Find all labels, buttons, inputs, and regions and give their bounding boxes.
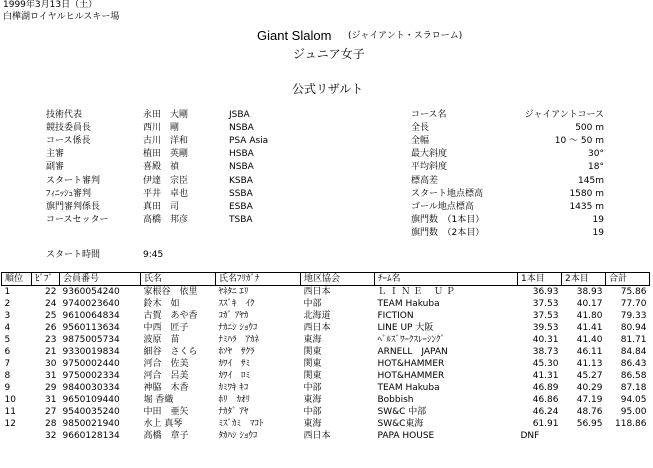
table-cell: ﾅﾐﾊﾗ ｱｶﾈ — [218, 334, 260, 345]
table-cell: 9540035240 — [62, 406, 120, 417]
table-cell: 9750002440 — [62, 358, 120, 369]
official-org: TSBA — [229, 214, 253, 225]
table-cell: 36.93 — [532, 286, 559, 297]
table-cell: 東海 — [303, 418, 322, 429]
official-role: 競技委員長 — [46, 123, 92, 134]
table-cell: 西日本 — [303, 430, 331, 441]
table-cell: TEAM Hakuba — [377, 298, 440, 309]
table-cell: 関東 — [303, 358, 322, 369]
col-region: 地区協会 — [301, 273, 375, 286]
table-cell: 9875005734 — [62, 334, 120, 345]
table-cell: 9610064834 — [62, 310, 120, 321]
course-value: 19 — [592, 227, 604, 238]
table-cell: 81.71 — [620, 334, 647, 345]
course-value: 145m — [578, 175, 604, 186]
course-value: 30° — [588, 149, 604, 160]
table-cell: SW&C東海 — [377, 418, 424, 429]
table-cell: 41.31 — [532, 370, 559, 381]
table-cell: 41.80 — [576, 310, 603, 321]
course-label: スタート地点標高 — [411, 188, 484, 199]
col-run2: 2本目 — [562, 273, 606, 286]
table-cell: 9360054240 — [62, 286, 120, 297]
official-org: NSBA — [229, 162, 254, 173]
table-cell: 40.31 — [532, 334, 559, 345]
table-cell: Bobbish — [377, 394, 414, 405]
course-label: 全長 — [411, 123, 430, 134]
table-row — [2, 394, 650, 406]
table-cell: Ｌ Ｉ Ｎ Ｅ Ｕ Ｐ — [377, 286, 455, 297]
table-cell: 高橋 章子 — [143, 430, 189, 441]
table-cell: 38.73 — [532, 346, 559, 357]
table-cell: 西日本 — [303, 286, 331, 297]
table-cell: ﾎｿﾔ ｻｸﾗ — [218, 346, 255, 357]
official-org: JSBA — [229, 110, 250, 120]
table-cell: ｽｽﾞｷ ｲｸ — [218, 298, 255, 309]
table-cell: 29 — [45, 382, 57, 393]
table-cell: 古賀 あや香 — [143, 310, 198, 321]
table-cell: 9 — [4, 382, 11, 393]
table-cell: 40.17 — [576, 298, 603, 309]
course-label: 旗門数 （2本目） — [411, 227, 485, 238]
table-cell: 32 — [45, 430, 57, 441]
table-row — [2, 334, 650, 346]
table-cell: ｶﾜｲ ｻﾐ — [218, 358, 251, 369]
official-name: 永田 大剛 — [143, 110, 189, 120]
table-cell: 6 — [4, 346, 11, 357]
official-org: SSBA — [229, 188, 253, 199]
col-bib: ﾋﾞﾌﾞ — [32, 273, 60, 286]
table-cell: ﾅｶﾀﾞ ｱﾔ — [218, 406, 249, 417]
official-role: コースセッター — [46, 214, 109, 225]
table-cell: 46.11 — [576, 346, 603, 357]
table-cell: 27 — [45, 406, 57, 417]
table-cell: ﾀｶﾊｼ ｼｮｳｺ — [218, 430, 258, 441]
official-name: 伊達 宗臣 — [143, 175, 189, 186]
table-cell: FICTION — [377, 310, 414, 321]
table-cell: 11 — [4, 406, 16, 417]
table-row — [2, 310, 650, 322]
table-cell: 堀 香織 — [143, 394, 174, 405]
course-label: コース名 — [411, 110, 447, 120]
table-cell: ｶﾜｲ ﾛﾐ — [218, 370, 251, 381]
table-cell: 中部 — [303, 298, 322, 309]
col-team: ﾁｰﾑ名 — [375, 273, 518, 286]
results-title: 公式リザルト — [292, 82, 364, 96]
table-cell: ﾅｶﾆｼ ｼｮｳｺ — [218, 322, 258, 333]
table-row — [2, 322, 650, 334]
table-cell: 10 — [4, 394, 16, 405]
table-cell: 東海 — [303, 334, 322, 345]
table-cell: 9330019834 — [62, 346, 120, 357]
table-cell: 水上 真琴 — [143, 418, 183, 429]
venue-name: 白樺湖ロイヤルヒルスキー場 — [3, 12, 120, 22]
table-cell: 86.58 — [620, 370, 647, 381]
table-cell: 関東 — [303, 346, 322, 357]
table-cell: ｶﾐﾜｷ ｷｺ — [218, 382, 249, 393]
table-cell: 9740023640 — [62, 298, 120, 309]
official-name: 植田 英剛 — [143, 149, 189, 160]
table-cell: 4 — [4, 322, 11, 333]
start-time-label: スタート時間 — [46, 250, 101, 260]
event-title: Giant Slalom — [257, 28, 332, 43]
table-cell: ﾍﾞﾙｽﾞﾜｰｸｽﾚｰｼﾝｸﾞ — [377, 334, 446, 345]
table-cell: 12 — [4, 418, 16, 429]
table-cell: 神脇 木香 — [143, 382, 189, 393]
col-furigana: 氏名ﾌﾘｶﾞﾅ — [216, 273, 301, 286]
table-cell: 河合 呂美 — [143, 370, 189, 381]
table-cell: 3 — [4, 310, 11, 321]
official-org: KSBA — [229, 175, 253, 186]
start-time-value: 9:45 — [143, 250, 164, 260]
table-cell: 41.41 — [576, 322, 603, 333]
official-role: 旗門審判係長 — [46, 201, 101, 212]
course-value: 10 ～ 50 m — [554, 136, 604, 147]
official-name: 真田 司 — [143, 201, 180, 212]
table-cell: 41.40 — [576, 334, 603, 345]
col-member-no: 会員番号 — [60, 273, 141, 286]
table-cell: HOT&HAMMER — [377, 358, 445, 369]
table-row — [2, 418, 650, 430]
official-role: コース係長 — [46, 136, 91, 147]
table-cell: 45.30 — [532, 358, 559, 369]
event-title-jp: (ジャイアント・スラローム) — [348, 31, 463, 41]
official-name: 平井 卓也 — [143, 188, 189, 199]
table-cell: 86.43 — [620, 358, 647, 369]
table-cell: 家根谷 依里 — [143, 286, 198, 297]
table-row — [2, 382, 650, 394]
table-cell: 47.19 — [576, 394, 603, 405]
table-cell: 鈴木 如 — [143, 298, 180, 309]
official-role: 副審 — [46, 162, 65, 173]
table-cell: ﾐｽﾞｶﾐ ﾏｺﾄ — [218, 418, 264, 429]
course-value: ジャイアントコース — [524, 110, 604, 120]
course-value: 18° — [588, 162, 604, 173]
table-cell: 94.05 — [620, 394, 647, 405]
table-cell: 9560113634 — [62, 322, 120, 333]
table-cell: 79.33 — [620, 310, 647, 321]
official-role: ﾌｨﾆｯｼｭ審判 — [46, 188, 92, 199]
table-cell: 北海道 — [303, 310, 331, 321]
table-cell: 河合 佐美 — [143, 358, 189, 369]
table-cell: 中西 匠子 — [143, 322, 189, 333]
course-label: 最大斜度 — [411, 149, 448, 160]
col-rank: 順位 — [2, 273, 32, 286]
table-cell: 細谷 さくら — [143, 346, 198, 357]
table-cell: 9840030334 — [62, 382, 120, 393]
table-cell: 87.18 — [620, 382, 647, 393]
table-cell: 80.94 — [620, 322, 647, 333]
table-cell: 2 — [4, 298, 11, 309]
col-name: 氏名 — [141, 273, 216, 286]
official-role: スタート審判 — [46, 175, 101, 186]
table-cell: PAPA HOUSE — [377, 430, 435, 441]
table-cell: ﾎﾘ ｶｵﾘ — [218, 394, 251, 405]
table-cell: 東海 — [303, 394, 322, 405]
table-cell: 38.93 — [576, 286, 603, 297]
table-cell — [2, 430, 32, 442]
table-row — [2, 286, 650, 299]
table-cell: 関東 — [303, 370, 322, 381]
table-cell: 22 — [45, 286, 57, 297]
table-cell: 41.13 — [576, 358, 603, 369]
official-name: 喜殿 禎 — [143, 162, 180, 173]
table-cell: 波原 苗 — [143, 334, 180, 345]
table-cell: 46.86 — [532, 394, 559, 405]
table-cell: 24 — [45, 298, 57, 309]
table-row — [2, 430, 650, 442]
table-cell: 30 — [45, 358, 57, 369]
col-run1: 1本目 — [518, 273, 562, 286]
category-title: ジュニア女子 — [293, 47, 365, 61]
table-cell: 9750002334 — [62, 370, 120, 381]
table-row — [2, 358, 650, 370]
results-table — [1, 272, 650, 442]
table-cell: 37.53 — [532, 310, 559, 321]
table-cell: 61.91 — [532, 418, 559, 429]
table-row — [2, 298, 650, 310]
table-row — [2, 406, 650, 418]
table-cell: LINE UP 大阪 — [377, 322, 434, 333]
course-value: 1435 m — [569, 201, 604, 212]
table-row — [2, 370, 650, 382]
table-cell: 9650109440 — [62, 394, 120, 405]
event-date: 1999年3月13日（土） — [3, 0, 98, 10]
table-cell: 84.84 — [620, 346, 647, 357]
table-cell: 46.89 — [532, 382, 559, 393]
official-org: ESBA — [229, 201, 253, 212]
official-org: NSBA — [229, 123, 254, 134]
course-value: 1580 m — [569, 188, 604, 199]
table-cell: 46.24 — [532, 406, 559, 417]
table-cell: 118.86 — [615, 418, 647, 429]
table-cell: 中部 — [303, 406, 322, 417]
official-role: 技術代表 — [46, 110, 83, 120]
course-value: 500 m — [575, 123, 604, 134]
table-cell: 21 — [45, 346, 57, 357]
table-cell: 75.86 — [620, 286, 647, 297]
table-cell: 23 — [45, 334, 57, 345]
official-name: 高橋 邦彦 — [143, 214, 189, 225]
col-total: 合計 — [606, 273, 650, 286]
table-cell: 31 — [45, 370, 57, 381]
course-value: 19 — [592, 214, 604, 225]
table-cell: 西日本 — [303, 322, 331, 333]
course-label: 全幅 — [411, 136, 430, 147]
table-cell: 9660128134 — [62, 430, 120, 441]
table-cell: ｺｶﾞ ｱﾔｶ — [218, 310, 249, 321]
table-cell: 7 — [4, 358, 11, 369]
table-cell: 39.53 — [532, 322, 559, 333]
course-label: 標高差 — [411, 175, 439, 186]
table-cell: 中部 — [303, 382, 322, 393]
table-cell: 95.00 — [620, 406, 647, 417]
table-cell: TEAM Hakuba — [377, 382, 440, 393]
table-cell: 37.53 — [532, 298, 559, 309]
table-cell: SW&C 中部 — [377, 406, 427, 417]
table-cell: ﾔﾈﾀﾆ ｴﾘ — [218, 286, 249, 297]
table-cell: HOT&HAMMER — [377, 370, 445, 381]
table-cell: 1 — [4, 286, 11, 297]
course-label: 旗門数 （1本目） — [411, 214, 485, 225]
table-cell: ARNELL JAPAN — [377, 346, 448, 357]
official-org: HSBA — [229, 149, 254, 160]
table-cell — [562, 430, 606, 442]
table-cell — [606, 430, 650, 442]
table-cell: 5 — [4, 334, 11, 345]
course-label: ゴール地点標高 — [411, 201, 474, 212]
official-org: PSA Asia — [229, 136, 269, 147]
table-cell: 40.29 — [576, 382, 603, 393]
table-cell: 26 — [45, 322, 57, 333]
table-cell: 8 — [4, 370, 11, 381]
table-cell: 31 — [45, 394, 57, 405]
table-cell: DNF — [520, 430, 540, 441]
table-cell: 25 — [45, 310, 57, 321]
table-cell: 9850021940 — [62, 418, 120, 429]
table-cell: 中田 亜矢 — [143, 406, 189, 417]
course-label: 平均斜度 — [411, 162, 448, 173]
table-row — [2, 346, 650, 358]
official-name: 古川 洋和 — [143, 136, 189, 147]
table-cell: 28 — [45, 418, 57, 429]
official-name: 西川 剛 — [143, 123, 180, 134]
results-header-row — [2, 273, 650, 286]
table-cell: 48.76 — [576, 406, 603, 417]
table-cell: 45.27 — [576, 370, 603, 381]
table-cell: 77.70 — [620, 298, 647, 309]
table-cell: 56.95 — [576, 418, 603, 429]
official-role: 主審 — [46, 149, 65, 160]
